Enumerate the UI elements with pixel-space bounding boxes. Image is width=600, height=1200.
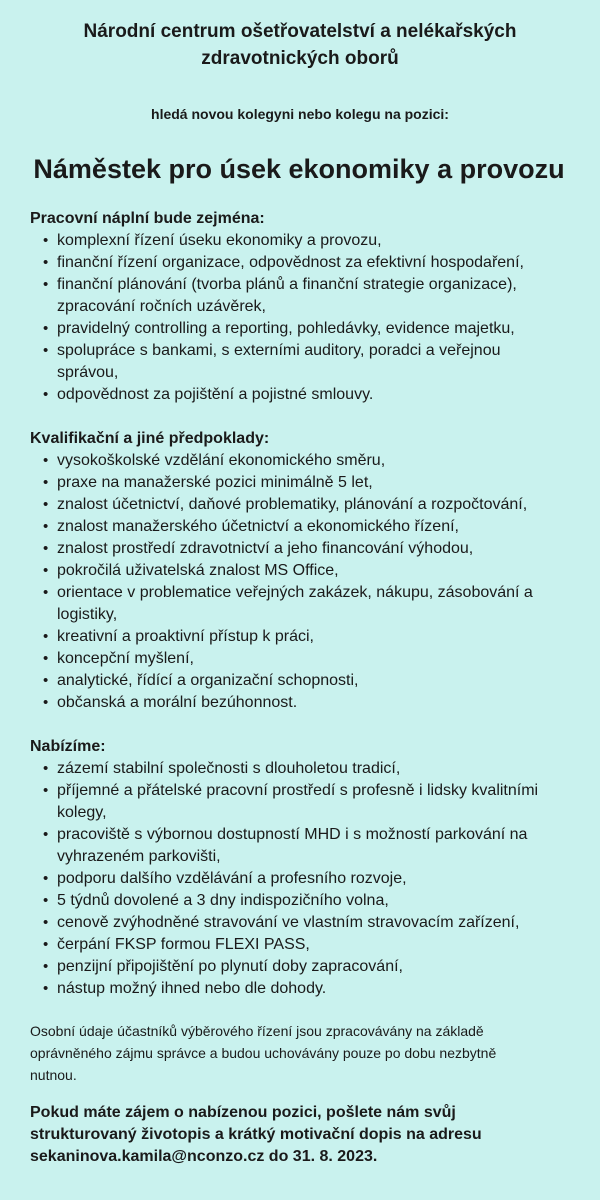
list-item: • podporu dalšího vzdělávání a profesního rozvoje, bbox=[57, 868, 554, 890]
duties-heading: Pracovní náplní bude zejména: bbox=[30, 210, 265, 227]
list-item: • pravidelný controlling a reporting, pohledávky, evidence majetku, bbox=[57, 318, 554, 340]
list-item: • vysokoškolské vzdělání ekonomického směru, bbox=[57, 450, 554, 472]
list-item: • nástup možný ihned nebo dle dohody. bbox=[57, 978, 554, 1000]
list-item: • znalost manažerského účetnictví a ekonomického řízení, bbox=[57, 516, 554, 538]
list-item: • pokročilá uživatelská znalost MS Office, bbox=[57, 560, 554, 582]
list-item: • cenově zvýhodněné stravování ve vlastním stravovacím zařízení, bbox=[57, 912, 554, 934]
qualifications-heading: Kvalifikační a jiné předpoklady: bbox=[30, 430, 270, 447]
list-item: • čerpání FKSP formou FLEXI PASS, bbox=[57, 934, 554, 956]
list-item: • finanční plánování (tvorba plánů a finanční strategie organizace), zpracování ročních uzávěrek, bbox=[57, 274, 554, 318]
list-item: • pracoviště s výbornou dostupností MHD i s možností parkování na vyhrazeném parkovišti, bbox=[57, 824, 554, 868]
benefits-heading: Nabízíme: bbox=[30, 738, 106, 755]
list-item: • orientace v problematice veřejných zakázek, nákupu, zásobování a logistiky, bbox=[57, 582, 554, 626]
list-item: • penzijní připojištění po plynutí doby zapracování, bbox=[57, 956, 554, 978]
list-item: • znalost prostředí zdravotnictví a jeho financování výhodou, bbox=[57, 538, 554, 560]
job-title: Náměstek pro úsek ekonomiky a provozu bbox=[33, 154, 565, 184]
section-benefits bbox=[30, 736, 570, 1000]
apply-note: Pokud máte zájem o nabízenou pozici, pošlete nám svůj strukturovaný životopis a krátký motivační dopis na adresu sekaninova.kamila@nconzo.cz do 31. 8. 2023. bbox=[30, 1104, 482, 1165]
list-item: • analytické, řídící a organizační schopnosti, bbox=[57, 670, 554, 692]
poster-footer bbox=[30, 1020, 570, 1168]
list-item: • kreativní a proaktivní přístup k práci, bbox=[57, 626, 554, 648]
gdpr-note: Osobní údaje účastníků výběrového řízení jsou zpracovávány na základě oprávněného zájmu správce a budou uchovávány pouze po dobu nezbytně nutnou. bbox=[30, 1023, 497, 1083]
list-item: • odpovědnost za pojištění a pojistné smlouvy. bbox=[57, 384, 554, 406]
poster-header bbox=[30, 18, 570, 186]
list-item: • praxe na manažerské pozici minimálně 5 let, bbox=[57, 472, 554, 494]
list-item: • zázemí stabilní společnosti s dlouholetou tradicí, bbox=[57, 758, 554, 780]
list-item: • koncepční myšlení, bbox=[57, 648, 554, 670]
qualifications-list bbox=[30, 450, 554, 714]
list-item: • příjemné a přátelské pracovní prostředí s profesně i lidsky kvalitními kolegy, bbox=[57, 780, 554, 824]
section-qualifications bbox=[30, 428, 570, 714]
org-name: Národní centrum ošetřovatelství a nelékařských zdravotnických oborů bbox=[83, 21, 517, 69]
list-item: • občanská a morální bezúhonnost. bbox=[57, 692, 554, 714]
benefits-list bbox=[30, 758, 554, 1000]
list-item: • komplexní řízení úseku ekonomiky a provozu, bbox=[57, 230, 554, 252]
list-item: • spolupráce s bankami, s externími auditory, poradci a veřejnou správou, bbox=[57, 340, 554, 384]
list-item: • finanční řízení organizace, odpovědnost za efektivní hospodaření, bbox=[57, 252, 554, 274]
list-item: • znalost účetnictví, daňové problematiky, plánování a rozpočtování, bbox=[57, 494, 554, 516]
list-item: • 5 týdnů dovolené a 3 dny indispozičního volna, bbox=[57, 890, 554, 912]
duties-list bbox=[30, 230, 554, 406]
tagline: hledá novou kolegyni nebo kolegu na pozici: bbox=[151, 106, 449, 122]
section-duties bbox=[30, 208, 570, 406]
